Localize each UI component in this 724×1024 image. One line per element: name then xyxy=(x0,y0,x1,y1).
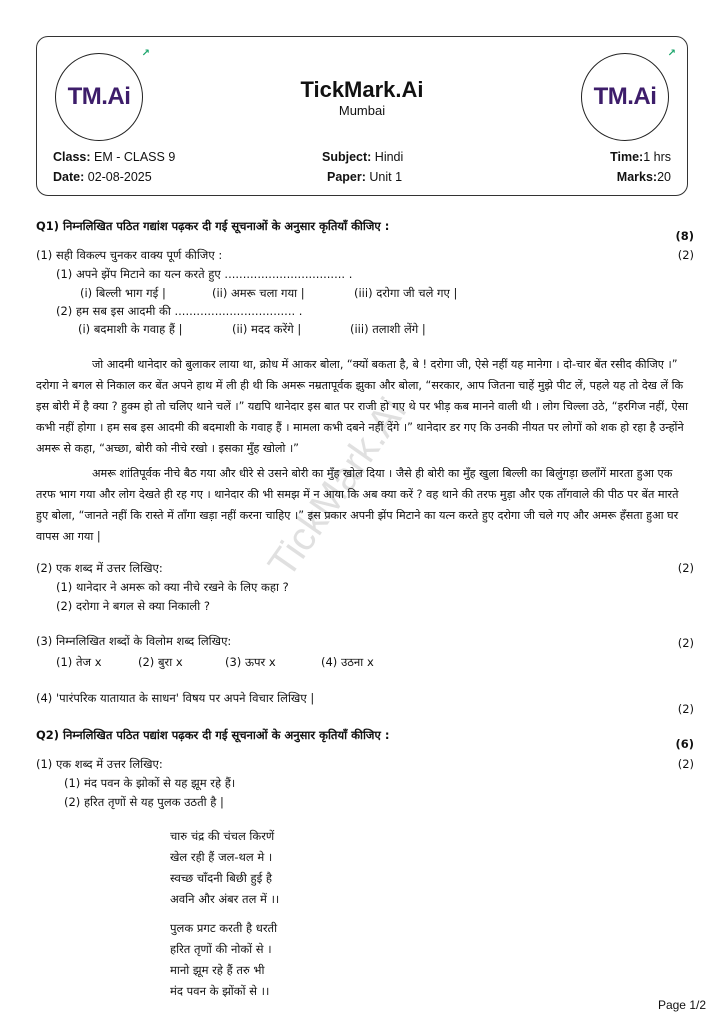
antonym-word: (1) तेज x xyxy=(56,655,102,669)
antonym-word: (3) ऊपर x xyxy=(225,655,276,669)
option: (ii) मदद करेंगे | xyxy=(232,322,302,336)
q2-heading: Q2) निम्नलिखित पठित पद्यांश पढ़कर दी गई सूचनाओं के अनुसार कृतियाँ कीजिए : xyxy=(36,728,390,742)
q2-part1-label: (1) एक शब्द में उत्तर लिखिए: xyxy=(36,757,163,771)
arrow-icon: ↗ xyxy=(141,48,150,59)
q1-part2-question2: (2) दरोगा ने बगल से क्या निकाली ? xyxy=(56,599,210,613)
q1-part1-marks: (2) xyxy=(677,248,694,262)
poem-line: मानो झूम रहे हैं तरु भी xyxy=(170,963,265,977)
class-value: EM - CLASS 9 xyxy=(90,150,176,164)
antonym-word: (4) उठना x xyxy=(321,655,374,669)
option: (iii) दरोगा जी चले गए | xyxy=(354,286,458,300)
q1-part4-label: (4) 'पारंपरिक यातायात के साधन' विषय पर अपने विचार लिखिए | xyxy=(36,691,315,705)
marks-label: Marks: xyxy=(616,170,658,184)
q1-part1-sentence1: (1) अपने झेंप मिटाने का यत्न करते हुए ................................. . xyxy=(56,267,353,281)
date-label: Date: xyxy=(53,170,85,184)
poem-line: स्वच्छ चाँदनी बिछी हुई है xyxy=(170,871,272,885)
q1-part1-sentence2: (2) हम सब इस आदमी की ................................. . xyxy=(56,304,303,318)
q1-marks: (8) xyxy=(675,229,694,243)
poem-line: चारु चंद्र की चंचल किरणें xyxy=(170,829,275,843)
q1-part2-marks: (2) xyxy=(677,561,694,575)
brand-logo-right xyxy=(581,48,676,141)
time-label: Time: xyxy=(610,150,644,164)
poem-line: खेल रही हैं जल-थल मे । xyxy=(170,850,273,864)
poem-line: पुलक प्रगट करती है धरती xyxy=(170,921,278,935)
passage-paragraph-2: अमरू शांतिपूर्वक नीचे बैठ गया और धीरे से उसने बोरी का मुँह खोल दिया । जैसे ही बोरी का मुँह खुला बिल्ली का बिलुंगड़ा छलाँगें मारता हुआ एक तरफ भाग गया और लोग देखते ही रह गए । थानेदार की भी समझ में न आया कि अब क्या करें ? वह थाने की तरफ मुड़ा और एक ताँगवाले की पीठ पर बेंत मारते हुए बोला, “जानते नहीं कि रास्ते में ताँगा खड़ा नहीं करना चाहिए ।” इस प्रकार अपनी झेंप मिटाने का यत्न करते हुए दरोगा जी चले गए और अमरू हँसता हुआ घर वापस आ गया | xyxy=(36,467,679,543)
class-label: Class: xyxy=(53,150,91,164)
q2-part1-item2: (2) हरित तृणों से यह पुलक उठती है | xyxy=(64,795,224,809)
paper-info xyxy=(327,170,402,184)
page-number: Page 1/2 xyxy=(657,998,706,1012)
logo-text: TM.Ai xyxy=(593,83,657,110)
marks-info xyxy=(617,170,671,184)
option: (ii) अमरू चला गया | xyxy=(212,286,305,300)
poem-line: मंद पवन के झोंकों से ।। xyxy=(170,984,270,998)
passage-paragraph-1: जो आदमी थानेदार को बुलाकर लाया था, क्रोध में आकर बोला, “क्यों बकता है, बे ! दरोगा जी, ऐसे नहीं यह मानेगा । दो-चार बेंत रसीद कीजिए ।” दरोगा ने बगल से निकाल कर बेंत अपने हाथ में ली ही थी कि अमरू नम्रतापूर्वक झुका और बोला, “सरकार, आप जितना चाहें मुझे पीट लें, पहले यह तो देख लें कि इस बोरी में है क्या ? हुक्म हो तो चलिए थाने चलें ।” यद्यपि थानेदार इस बात पर राजी हो गए थे पर भीड़ कब मानने वाली थी । लोग चिल्ला उठे, “हरगिज नहीं, ऐसा कभी नहीं होगा । हम सब इस आदमी की बदमाशी के गवाह हैं । मामला कभी दबने नहीं देंगे ।” थानेदार डर गए कि उनकी नीयत पर लोगों को शक हो रहा है उन्होंने अमरू से कहा, “अच्छा, बोरी को नीचे रखो । इसका मुँह खोलो ।” xyxy=(36,358,688,455)
option: (i) बिल्ली भाग गई | xyxy=(80,286,166,300)
option: (i) बदमाशी के गवाह हैं | xyxy=(78,322,183,336)
q1-part3-marks: (2) xyxy=(677,636,694,650)
paper-label: Paper: xyxy=(327,170,366,184)
time-value: 1 hrs xyxy=(643,150,671,164)
class-info xyxy=(53,150,175,164)
institute-city: Mumbai xyxy=(338,103,386,118)
time-info xyxy=(610,150,671,164)
date-value: 02-08-2025 xyxy=(84,170,152,184)
logo-text: TM.Ai xyxy=(67,83,131,110)
q1-part2-question1: (1) थानेदार ने अमरू को क्या नीचे रखने के लिए कहा ? xyxy=(56,580,289,594)
poem-line: हरित तृणों की नोकों से । xyxy=(170,942,272,956)
poem-stanza-2 xyxy=(170,918,277,1002)
institute-title: TickMark.Ai xyxy=(300,77,424,102)
subject-info xyxy=(322,150,403,164)
q1-part3-label: (3) निम्नलिखित शब्दों के विलोम शब्द लिखिए: xyxy=(36,634,232,648)
option: (iii) तलाशी लेंगे | xyxy=(350,322,426,336)
watermark: TickMark.Ai xyxy=(260,390,416,586)
q1-part4-marks: (2) xyxy=(677,702,694,716)
marks-value: 20 xyxy=(657,170,671,184)
q1-part1-label: (1) सही विकल्प चुनकर वाक्य पूर्ण कीजिए : xyxy=(36,248,223,262)
poem-stanza-1 xyxy=(170,826,279,910)
paper-value: Unit 1 xyxy=(365,170,403,184)
q2-marks: (6) xyxy=(675,737,694,751)
subject-label: Subject: xyxy=(322,150,372,164)
antonym-word: (2) बुरा x xyxy=(138,655,183,669)
date-info xyxy=(53,170,152,184)
q2-part1-item1: (1) मंद पवन के झोकों से यह झूम रहे हैं। xyxy=(64,776,236,790)
q1-heading: Q1) निम्नलिखित पठित गद्यांश पढ़कर दी गई सूचनाओं के अनुसार कृतियाँ कीजिए : xyxy=(36,219,390,233)
poem-line: अवनि और अंबर तल में ।। xyxy=(170,892,280,906)
q1-part2-label: (2) एक शब्द में उत्तर लिखिए: xyxy=(36,561,163,575)
q2-part1-marks: (2) xyxy=(677,757,694,771)
header-box xyxy=(36,36,688,196)
arrow-icon: ↗ xyxy=(667,48,676,59)
subject-value: Hindi xyxy=(371,150,404,164)
